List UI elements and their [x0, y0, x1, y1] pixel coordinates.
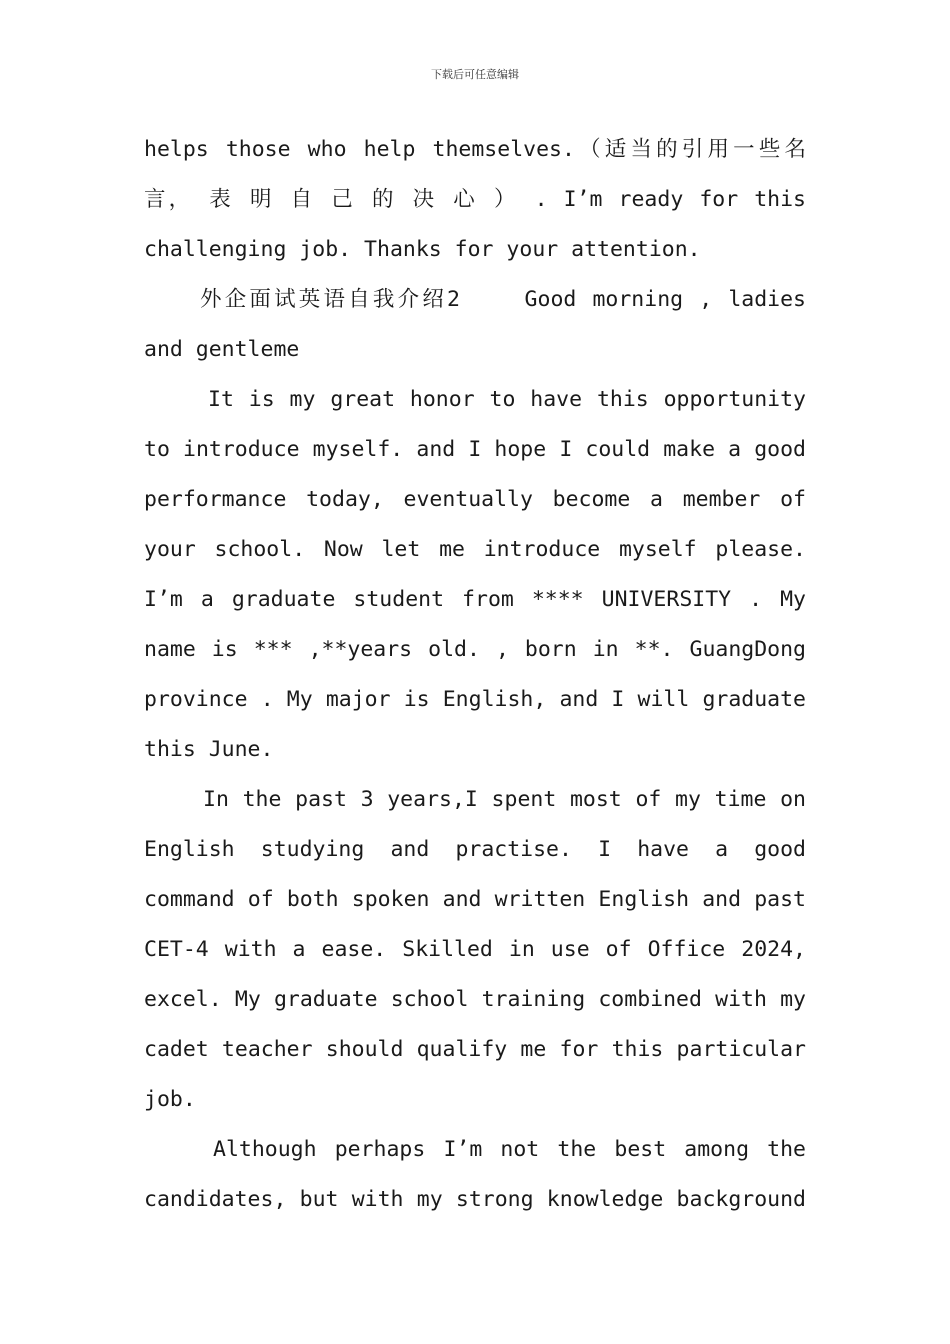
text-line: name is *** ,**years old. , born in **. GuangDong	[144, 637, 806, 662]
page-header: 下载后可任意编辑	[431, 68, 519, 81]
text-line: excel. My graduate school training combined with my	[144, 987, 806, 1012]
text-line: cadet teacher should qualify me for this particular	[144, 1037, 806, 1062]
text-line: command of both spoken and written English and past	[144, 887, 806, 912]
text-line: and gentleme	[144, 337, 300, 362]
text-line: 外企面试英语自我介绍2 Good morning , ladies	[200, 287, 806, 312]
text-line: English studying and practise. I have a good	[144, 837, 806, 862]
text-line: candidates, but with my strong knowledge background	[144, 1187, 806, 1212]
text-line: helps those who help themselves.（适当的引用一些名	[144, 137, 806, 162]
text-line: 言， 表 明 自 己 的 决 心 ） . I’m ready for this	[144, 187, 806, 212]
text-line: job.	[144, 1087, 196, 1112]
text-line: It is my great honor to have this opportunity	[208, 387, 806, 412]
text-line: Although perhaps I’m not the best among the	[213, 1137, 806, 1162]
text-line: your school. Now let me introduce myself please.	[144, 537, 806, 562]
text-line: this June.	[144, 737, 274, 762]
text-line: to introduce myself. and I hope I could make a good	[144, 437, 806, 462]
text-line: CET-4 with a ease. Skilled in use of Office 2024,	[144, 937, 806, 962]
text-line: In the past 3 years,I spent most of my time on	[203, 787, 806, 812]
text-line: province . My major is English, and I will graduate	[144, 687, 806, 712]
text-line: I’m a graduate student from **** UNIVERSITY . My	[144, 587, 806, 612]
text-line: performance today, eventually become a member of	[144, 487, 806, 512]
text-line: challenging job. Thanks for your attention.	[144, 237, 701, 262]
